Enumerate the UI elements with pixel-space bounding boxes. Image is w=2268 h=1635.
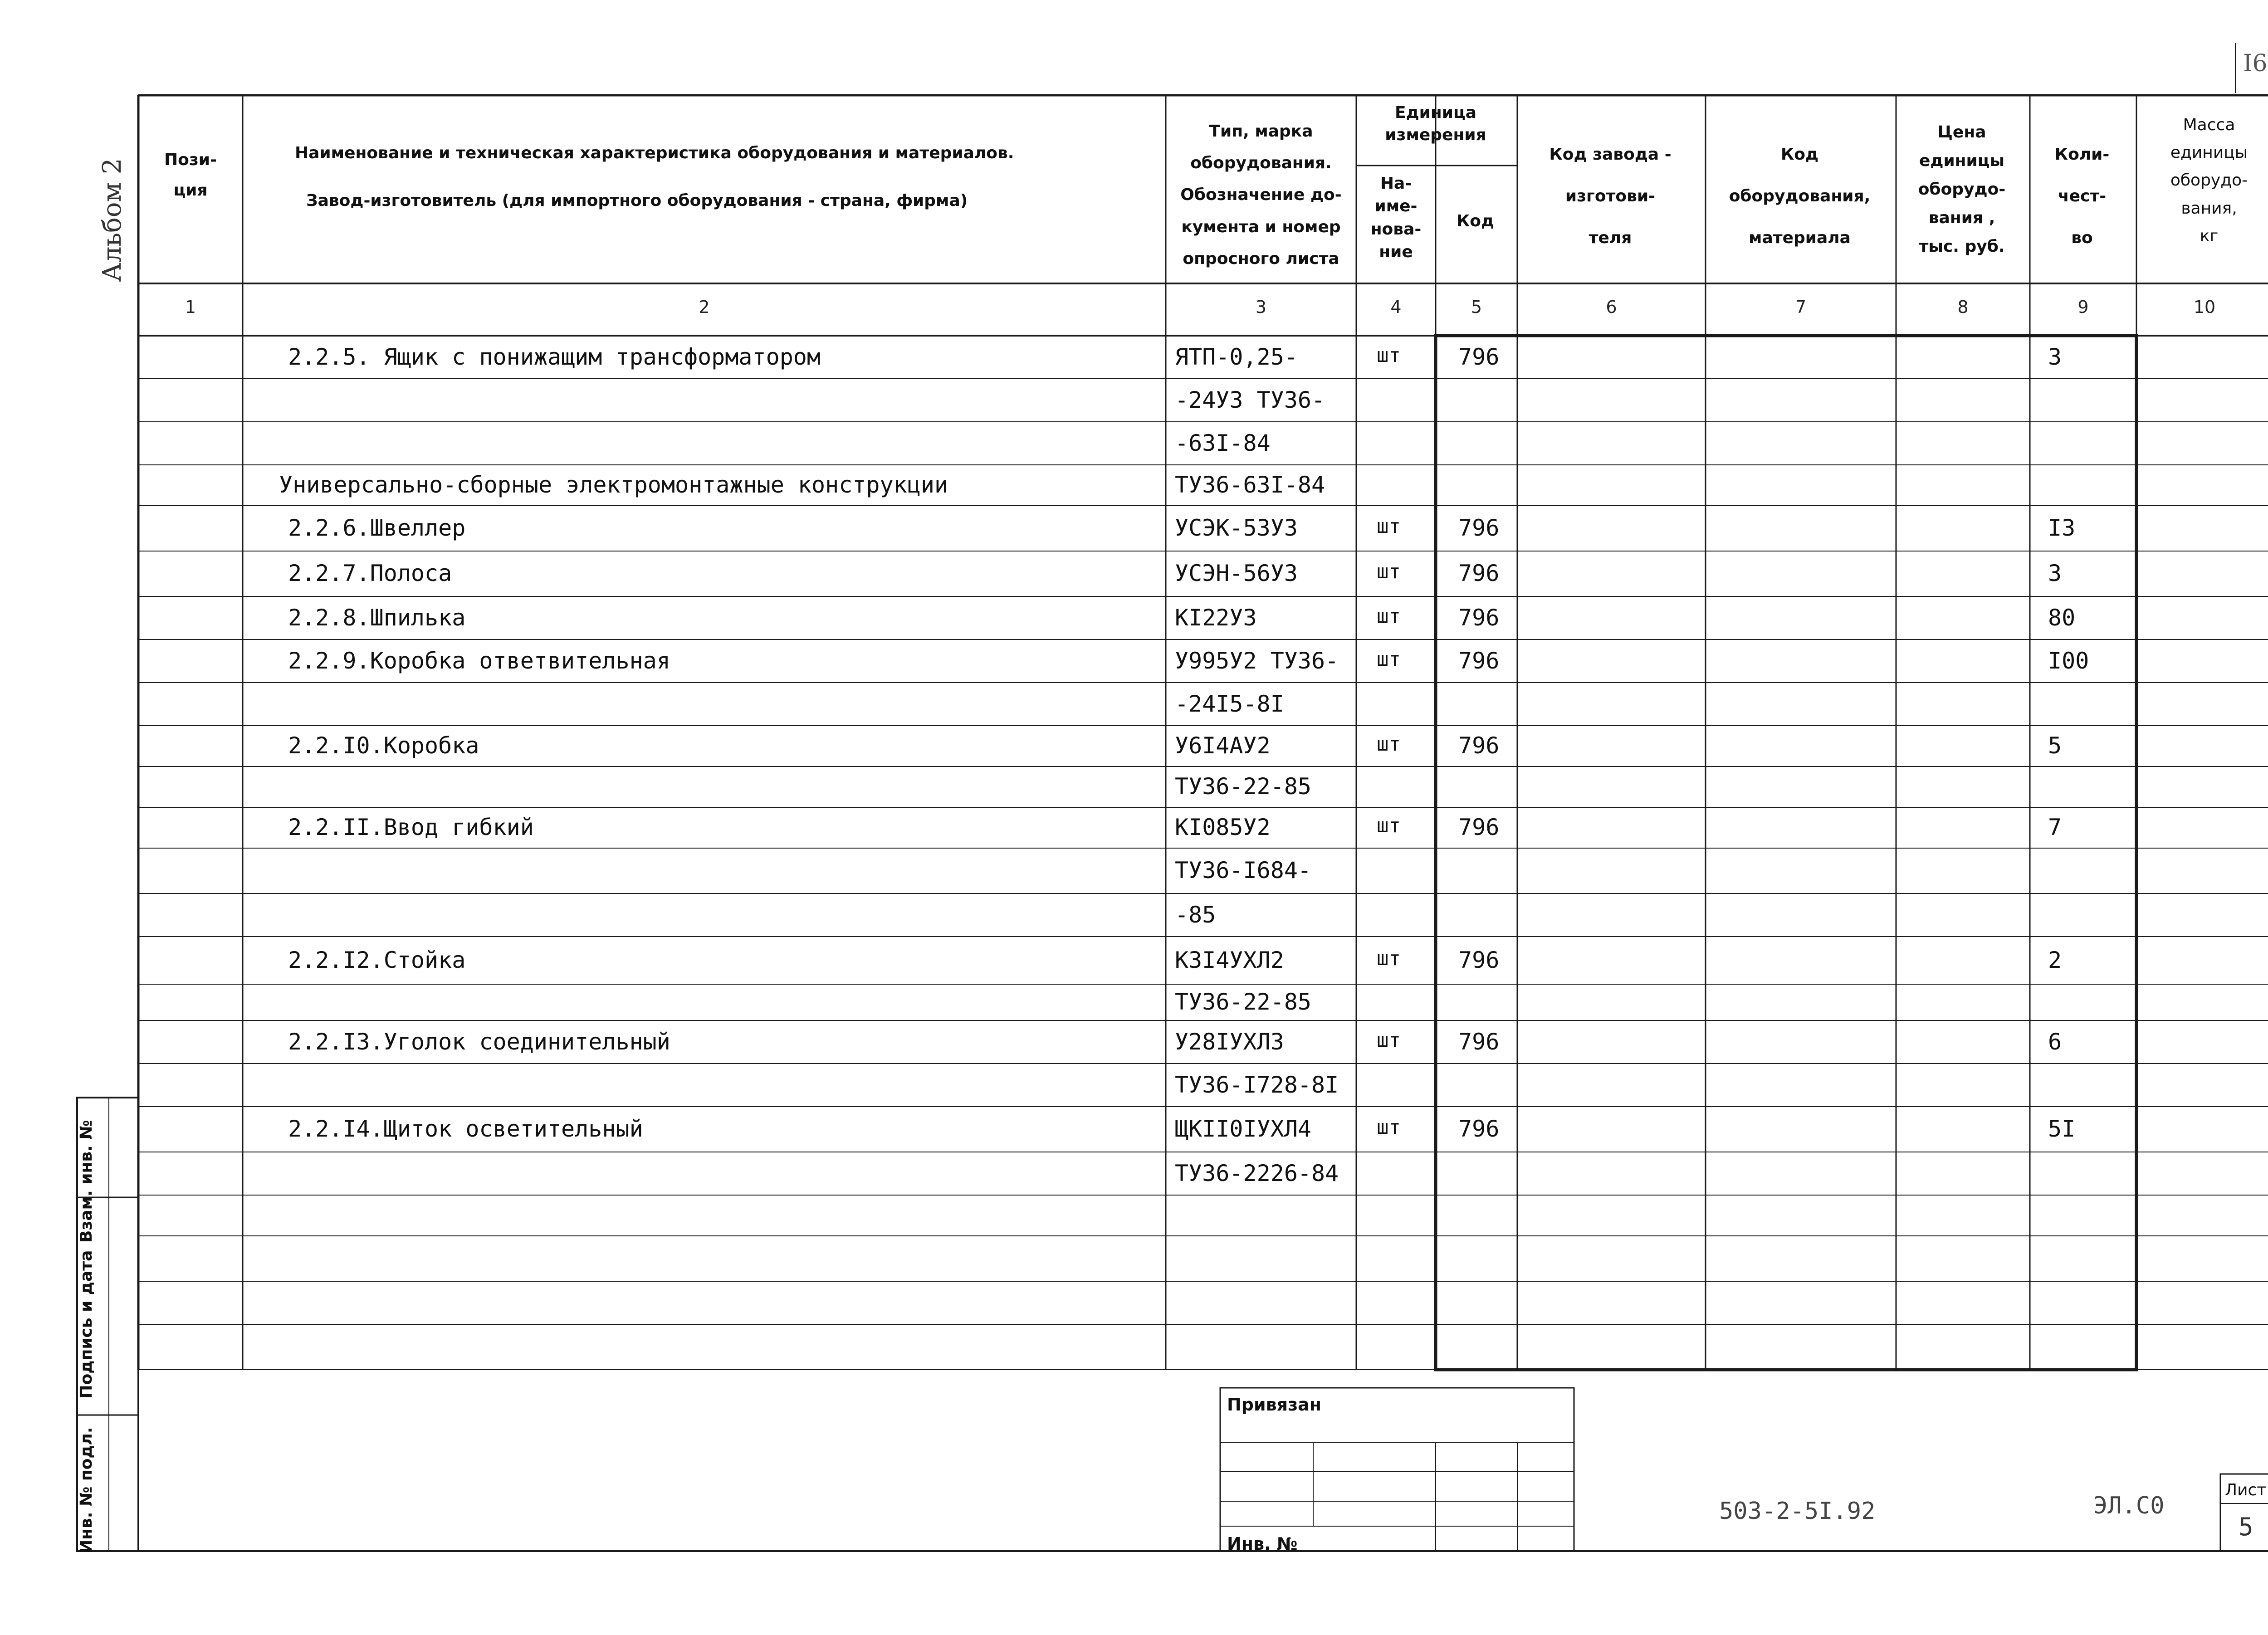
row-type: ТУ36-I728-8I bbox=[1175, 1071, 1339, 1098]
header-unit-code: Код bbox=[1456, 212, 1495, 230]
row-code: 796 bbox=[1458, 947, 1500, 973]
row-type: У995У2 ТУ36- bbox=[1175, 647, 1339, 674]
column-number: 5 bbox=[1471, 297, 1482, 317]
row-qty: 6 bbox=[2048, 1028, 2062, 1055]
row-unit: шт bbox=[1377, 560, 1401, 583]
header-mass: Масса единицы оборудо- вания, кг bbox=[2170, 116, 2248, 245]
column-number: 10 bbox=[2193, 297, 2216, 317]
row-name: 2.2.6.Швеллер bbox=[288, 515, 466, 541]
column-number: 8 bbox=[1957, 297, 1969, 317]
row-qty: 7 bbox=[2048, 814, 2062, 840]
row-type: КI085У2 bbox=[1175, 814, 1271, 840]
column-number: 1 bbox=[185, 297, 196, 317]
row-code: 796 bbox=[1458, 1116, 1500, 1142]
title-inv-label: Инв. № bbox=[1227, 1534, 1298, 1554]
row-unit: шт bbox=[1377, 947, 1401, 970]
header-position: Пози- ция bbox=[164, 151, 217, 200]
row-unit: шт bbox=[1377, 1028, 1401, 1052]
row-type: ТУ36-22-85 bbox=[1175, 773, 1312, 800]
row-type: УСЭН-56У3 bbox=[1175, 560, 1298, 586]
row-name: 2.2.9.Коробка ответвительная bbox=[288, 647, 670, 674]
header-unit: Единица измерения bbox=[1385, 103, 1486, 144]
row-unit: шт bbox=[1377, 647, 1401, 671]
row-type: ЩКII0IУХЛ4 bbox=[1175, 1116, 1312, 1142]
row-name: 2.2.I3.Уголок соединительный bbox=[288, 1028, 670, 1055]
page-number: I6 bbox=[2243, 50, 2268, 77]
row-unit: шт bbox=[1377, 814, 1401, 837]
row-unit: шт bbox=[1377, 732, 1401, 756]
column-number: 3 bbox=[1255, 297, 1267, 317]
column-number: 2 bbox=[699, 297, 710, 317]
row-qty: 5 bbox=[2048, 732, 2062, 759]
row-code: 796 bbox=[1458, 604, 1500, 631]
row-code: 796 bbox=[1458, 647, 1500, 674]
row-type: У6I4АУ2 bbox=[1175, 732, 1271, 759]
row-unit: шт bbox=[1377, 1116, 1401, 1139]
row-qty: 3 bbox=[2048, 560, 2062, 586]
header-quantity: Коли- чест- во bbox=[2054, 145, 2110, 247]
row-name: 2.2.I4.Щиток осветительный bbox=[288, 1116, 643, 1142]
row-qty: 3 bbox=[2048, 343, 2062, 370]
side-stamp-signature: Подпись и дата bbox=[77, 1250, 96, 1399]
row-code: 796 bbox=[1458, 515, 1500, 541]
column-number: 9 bbox=[2077, 297, 2089, 317]
row-type: -24У3 ТУ36- bbox=[1175, 386, 1325, 413]
sheet-label: Лист bbox=[2225, 1481, 2267, 1499]
row-qty: 2 bbox=[2048, 947, 2062, 973]
row-type: -24I5-8I bbox=[1175, 690, 1284, 717]
header-name: Наименование и техническая характеристика оборудования и материалов. bbox=[295, 144, 1014, 162]
row-name: 2.2.5. Ящик с понижащим трансформатором bbox=[288, 343, 821, 370]
row-type: -85 bbox=[1175, 901, 1216, 928]
row-type: ЯТП-0,25- bbox=[1175, 343, 1298, 370]
document-code: 503-2-5I.92 bbox=[1719, 1498, 1876, 1525]
row-name: 2.2.II.Ввод гибкий bbox=[288, 814, 534, 840]
title-bound-label: Привязан bbox=[1227, 1395, 1322, 1415]
side-stamp-vzam: Взам. инв. № bbox=[77, 1120, 96, 1243]
header-type: Тип, марка оборудования. Обозначение до- кумента и номер опросного листа bbox=[1180, 122, 1342, 268]
row-qty: 5I bbox=[2048, 1116, 2076, 1142]
header-equipment-code: Код оборудования, материала bbox=[1729, 145, 1871, 247]
row-type: К3I4УХЛ2 bbox=[1175, 947, 1284, 973]
row-name: 2.2.8.Шпилька bbox=[288, 604, 466, 631]
side-stamp-inv-podl: Инв. № подл. bbox=[77, 1427, 96, 1553]
row-code: 796 bbox=[1458, 1028, 1500, 1055]
row-type: ТУ36-22-85 bbox=[1175, 989, 1312, 1015]
row-code: 796 bbox=[1458, 343, 1500, 370]
header-manufacturer: Завод-изготовитель (для импортного оборудования - страна, фирма) bbox=[306, 191, 968, 210]
sheet-number: 5 bbox=[2239, 1513, 2253, 1541]
row-type: КI22У3 bbox=[1175, 604, 1257, 631]
row-unit: шт bbox=[1377, 604, 1401, 628]
column-number: 6 bbox=[1606, 297, 1617, 317]
row-qty: I3 bbox=[2048, 515, 2076, 541]
row-unit: шт bbox=[1377, 515, 1401, 538]
header-unit-name: На- име- нова- ние bbox=[1370, 174, 1422, 262]
row-code: 796 bbox=[1458, 560, 1500, 586]
row-type: УСЭК-53У3 bbox=[1175, 515, 1298, 541]
row-type: ТУ36-2226-84 bbox=[1175, 1160, 1339, 1186]
row-unit: шт bbox=[1377, 343, 1401, 367]
row-type: ТУ36-63I-84 bbox=[1175, 472, 1325, 498]
row-name: 2.2.7.Полоса bbox=[288, 560, 452, 586]
row-qty: I00 bbox=[2048, 647, 2089, 674]
row-qty: 80 bbox=[2048, 604, 2076, 631]
row-name: 2.2.I0.Коробка bbox=[288, 732, 479, 759]
column-number: 7 bbox=[1795, 297, 1807, 317]
row-type: ТУ36-I684- bbox=[1175, 857, 1312, 883]
row-name: Универсально-сборные электромонтажные конструкции bbox=[279, 472, 948, 498]
row-code: 796 bbox=[1458, 814, 1500, 840]
row-code: 796 bbox=[1458, 732, 1500, 759]
header-price: Цена единицы оборудо- вания , тыс. руб. bbox=[1918, 123, 2006, 256]
header-factory-code: Код завода - изготови- теля bbox=[1549, 145, 1672, 247]
row-type: У28IУХЛ3 bbox=[1175, 1028, 1284, 1055]
row-name: 2.2.I2.Стойка bbox=[288, 947, 466, 973]
section-code: ЭЛ.С0 bbox=[2093, 1492, 2165, 1519]
row-type: -63I-84 bbox=[1175, 429, 1271, 456]
column-number: 4 bbox=[1390, 297, 1402, 317]
album-label: Альбом 2 bbox=[98, 158, 127, 282]
